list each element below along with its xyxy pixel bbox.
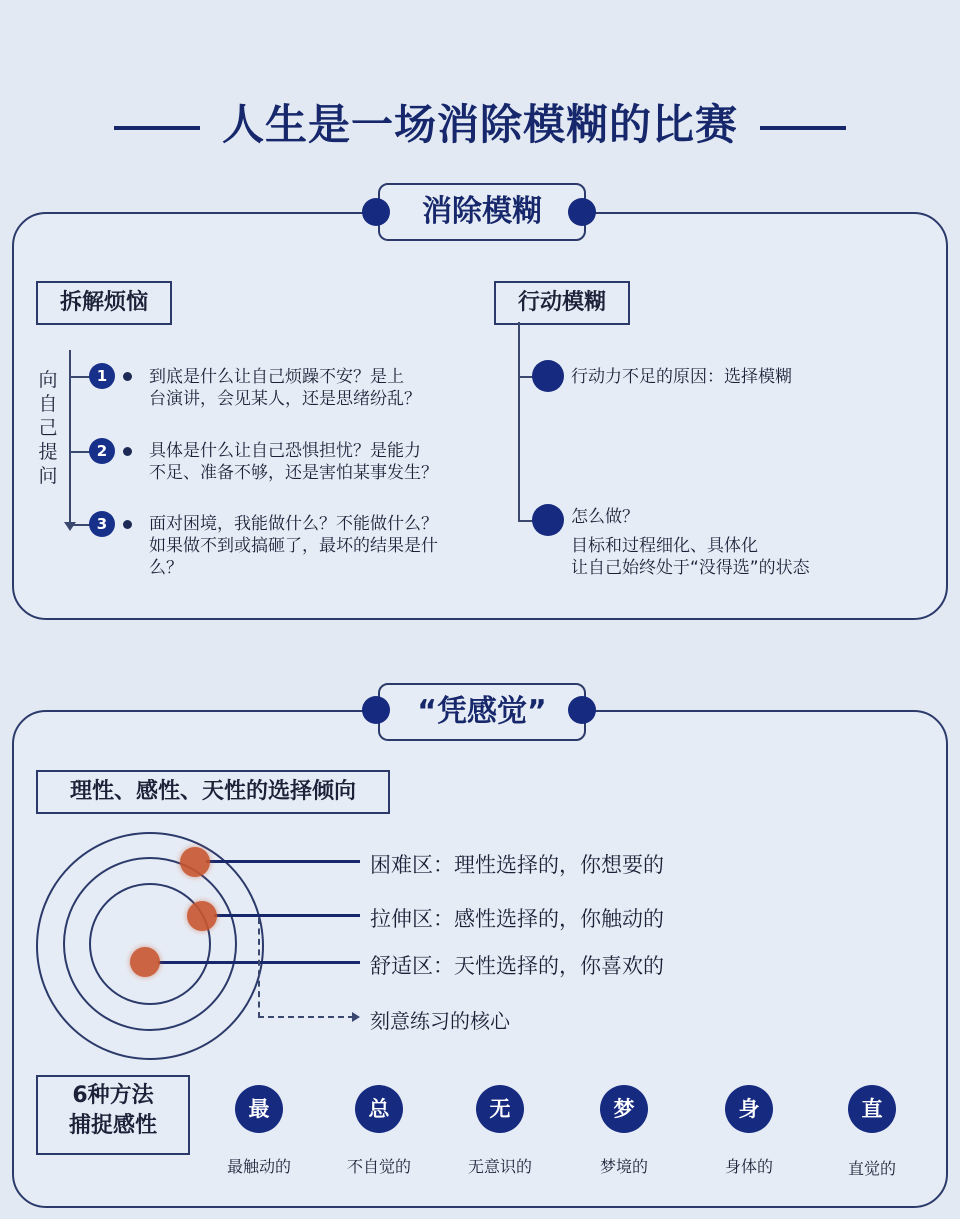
q2-line1: 具体是什么让自己恐惧担忧？是能力 — [149, 441, 421, 461]
method-label-2 — [319, 1154, 439, 1177]
left-label-box — [36, 281, 172, 325]
method-dot-4 — [600, 1085, 648, 1133]
q2-number — [89, 438, 115, 464]
method-char-6: 直 — [861, 1097, 883, 1121]
zone1-line — [206, 860, 360, 863]
right-item2 — [571, 506, 911, 528]
right-dot-1 — [532, 360, 564, 392]
right-item1 — [571, 366, 891, 388]
q3-line2: 如果做不到或搞砸了，最坏的结果是什 — [149, 536, 438, 556]
zone1-text — [370, 849, 664, 879]
right-dot-2 — [532, 504, 564, 536]
core-dashed-horizontal — [258, 1016, 354, 1018]
method-dot-5 — [725, 1085, 773, 1133]
q2-line2: 不足、准备不够，还是害怕某事发生？ — [149, 463, 438, 483]
method-label-5 — [689, 1154, 809, 1177]
method-char-5: 身 — [738, 1097, 760, 1121]
section1-heading-text: 消除模糊 — [422, 194, 542, 229]
method-label-text-6: 直觉的 — [847, 1159, 896, 1178]
q3-bullet — [123, 520, 132, 529]
q3-number — [89, 511, 115, 537]
q1-bullet — [123, 372, 132, 381]
side-text: 向自己提问 — [38, 369, 58, 487]
method-label-text-4: 梦境的 — [599, 1157, 648, 1176]
zone3-dot — [130, 947, 160, 977]
q1-text — [149, 366, 459, 410]
section1-heading-dot-left — [362, 198, 390, 226]
zone1-label: 困难区：理性选择的，你想要的 — [370, 853, 664, 877]
right-item2-line1: 目标和过程细化、具体化 — [571, 536, 758, 556]
zone1-dot — [180, 847, 210, 877]
core-label: 刻意练习的核心 — [370, 1009, 510, 1033]
section2-label: 理性、感性、天性的选择倾向 — [69, 779, 356, 804]
zone2-text — [370, 903, 664, 933]
q1-line1: 到底是什么让自己烦躁不安？是上 — [149, 367, 404, 387]
title-dash-left — [114, 126, 200, 130]
q3-text — [149, 513, 469, 579]
inner-ring — [89, 883, 211, 1005]
methods-label-line2: 捕捉感性 — [68, 1113, 157, 1138]
page-title-text: 人生是一场消除模糊的比赛 — [221, 100, 738, 149]
right-item1-text: 行动力不足的原因：选择模糊 — [571, 367, 792, 387]
right-label-box — [494, 281, 630, 325]
section2-label-box — [36, 770, 390, 814]
zone2-label: 拉伸区：感性选择的，你触动的 — [370, 907, 664, 931]
methods-label-line1: 6种方法 — [72, 1083, 154, 1108]
method-char-2: 总 — [368, 1097, 390, 1121]
title-dash-right — [760, 126, 846, 130]
q3-number-text: 3 — [96, 515, 108, 533]
zone2-line — [214, 914, 360, 917]
zone3-label: 舒适区：天性选择的，你喜欢的 — [370, 954, 664, 978]
right-item2-title: 怎么做？ — [571, 507, 639, 527]
q1-number-text: 1 — [96, 367, 108, 385]
method-label-4 — [564, 1154, 684, 1177]
method-label-1 — [199, 1154, 319, 1177]
method-label-6 — [812, 1156, 932, 1179]
q1-number — [89, 363, 115, 389]
right-item2-line2: 让自己始终处于“没得选”的状态 — [571, 558, 810, 578]
zone2-dot — [187, 901, 217, 931]
method-label-text-3: 无意识的 — [467, 1157, 532, 1176]
q3-line1: 面对困境，我能做什么？不能做什么？ — [149, 514, 438, 534]
left-label: 拆解烦恼 — [59, 290, 148, 315]
q2-bullet — [123, 447, 132, 456]
method-label-text-1: 最触动的 — [226, 1157, 291, 1176]
method-label-text-5: 身体的 — [724, 1157, 773, 1176]
page-title — [0, 92, 960, 152]
core-dashed-vertical — [258, 918, 260, 1018]
q2-text — [149, 440, 459, 484]
core-text — [370, 1005, 510, 1034]
method-dot-2 — [355, 1085, 403, 1133]
method-dot-1 — [235, 1085, 283, 1133]
methods-label-box — [36, 1075, 190, 1155]
right-vertical-line — [518, 322, 520, 522]
method-char-4: 梦 — [613, 1097, 635, 1121]
section1-heading — [378, 183, 586, 241]
core-arrow-head — [352, 1012, 360, 1022]
section1-heading-dot-right — [568, 198, 596, 226]
method-dot-3 — [476, 1085, 524, 1133]
method-char-1: 最 — [248, 1097, 270, 1121]
method-label-3 — [440, 1154, 560, 1177]
zone3-text — [370, 950, 664, 980]
section2-heading-dot-left — [362, 696, 390, 724]
q3-line3: 么？ — [149, 558, 183, 578]
method-dot-6 — [848, 1085, 896, 1133]
q1-line2: 台演讲，会见某人，还是思绪纷乱？ — [149, 389, 421, 409]
side-question-text — [37, 368, 59, 488]
method-char-3: 无 — [489, 1097, 511, 1121]
right-item2-body — [571, 535, 911, 579]
q2-number-text: 2 — [96, 442, 108, 460]
right-label: 行动模糊 — [517, 290, 606, 315]
section2-heading — [378, 683, 586, 741]
method-label-text-2: 不自觉的 — [346, 1157, 411, 1176]
section2-heading-text: “凭感觉” — [417, 694, 547, 729]
section2-heading-dot-right — [568, 696, 596, 724]
